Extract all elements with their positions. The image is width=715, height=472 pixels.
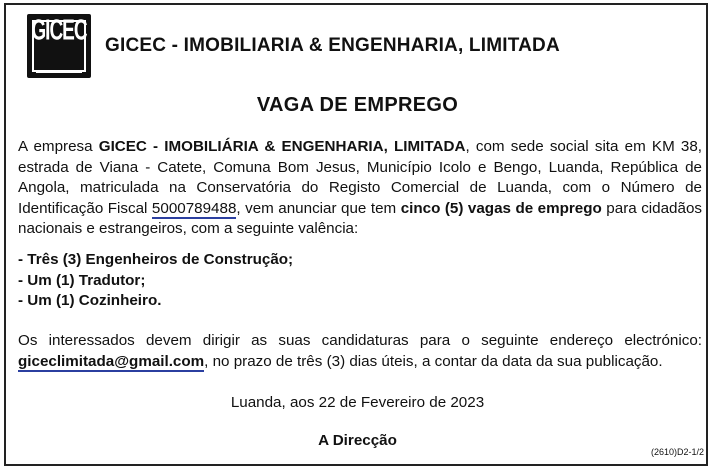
intro-paragraph	[18, 137, 702, 240]
reference-code: (2610)D2-1/2	[650, 447, 704, 457]
intro-text-3: , vem anunciar que tem	[236, 199, 401, 217]
application-text-2: , no prazo de três (3) dias úteis, a contar da data da sua publicação.	[204, 352, 663, 370]
vacancy-item: - Um (1) Cozinheiro.	[18, 292, 162, 309]
company-logo	[27, 14, 91, 78]
document-title: VAGA DE EMPREGO	[256, 94, 459, 116]
signature: A Direcção	[318, 432, 397, 449]
tax-id-number: 5000789488	[151, 199, 237, 217]
application-paragraph	[18, 331, 702, 372]
application-text-1: Os interessados devem dirigir as suas candidaturas para o seguinte endereço electrónico:	[18, 332, 702, 349]
date-line: Luanda, aos 22 de Fevereiro de 2023	[230, 394, 485, 411]
vacancy-item: - Três (3) Engenheiros de Construção;	[18, 251, 294, 268]
logo-bar	[36, 70, 82, 73]
logo-lettering: GICEC	[31, 15, 87, 47]
vacancy-item: - Um (1) Tradutor;	[18, 271, 146, 289]
email-address[interactable]: giceclimitada@gmail.com	[18, 352, 205, 370]
intro-text-4: para cidadãos nacionais e estrangeiros, com a seguinte valência:	[18, 199, 702, 237]
intro-company-name: GICEC - IMOBILIÁRIA & ENGENHARIA, LIMITADA	[98, 138, 466, 155]
vacancy-count: cinco (5) vagas de emprego	[400, 199, 602, 217]
company-name-header: GICEC - IMOBILIARIA & ENGENHARIA, LIMITADA	[105, 35, 560, 56]
vacancy-list	[18, 250, 702, 312]
intro-text-2: , com sede social sita em KM 38, estrada de Viana - Catete, Comuna Bom Jesus, Município Icolo e Bengo, Luanda, República de Angola, matriculada na Conservatória do Registo Comercial de Luanda, com o Número de Identificação Fiscal	[18, 138, 703, 217]
intro-text-1: A empresa	[18, 138, 99, 155]
